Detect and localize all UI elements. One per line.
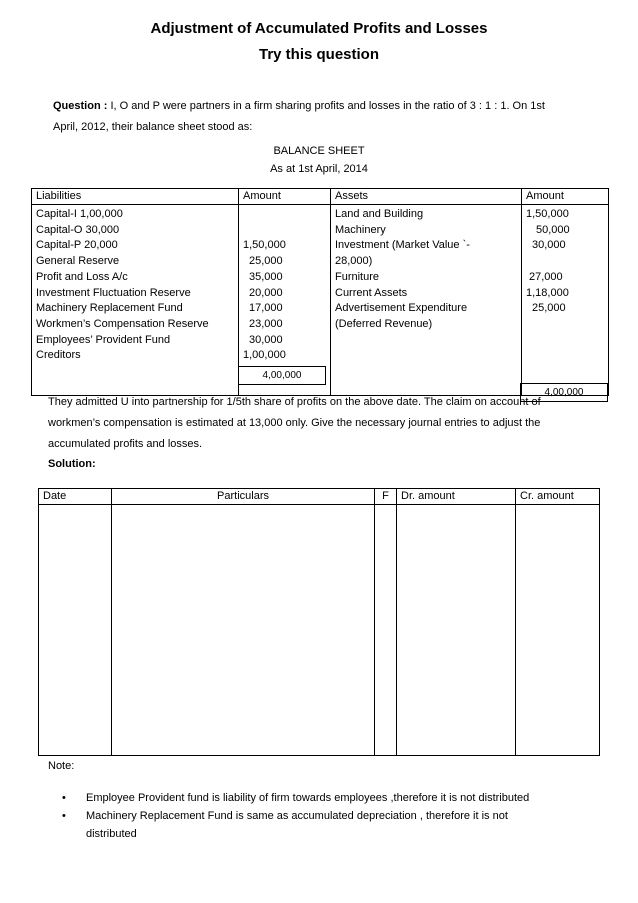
bs-liability-item: Investment Fluctuation Reserve xyxy=(36,286,191,299)
bs-asset-item: Investment (Market Value `- xyxy=(335,239,470,252)
bs-liability-item: Capital-P 20,000 xyxy=(36,239,118,252)
bs-header-assets: Assets xyxy=(331,189,522,205)
details-line3: accumulated profits and losses. xyxy=(48,438,203,450)
bs-asset-item: Furniture xyxy=(335,270,380,283)
note-label: Note: xyxy=(48,760,75,772)
journal-cell-particulars xyxy=(112,505,375,756)
bs-liability-item: General Reserve xyxy=(36,255,120,268)
bs-asset-amount: 30,000 xyxy=(532,239,566,252)
note-bullet-2-line1: Machinery Replacement Fund is same as accumulated depreciation , therefore it is not xyxy=(86,810,508,822)
journal-cell-date xyxy=(39,505,112,756)
journal-header-folio: F xyxy=(375,489,397,505)
bs-liability-item: Capital-O 30,000 xyxy=(36,223,120,236)
details-line1: They admitted U into partnership for 1/5th share of profits on the above date. The claim on account of xyxy=(48,396,541,408)
bs-asset-amount: 1,50,000 xyxy=(526,208,569,220)
journal-table xyxy=(38,488,600,756)
journal-header-date: Date xyxy=(39,489,112,505)
bs-liability-item: Machinery Replacement Fund xyxy=(36,302,183,315)
question-details xyxy=(48,392,618,455)
bs-total-liabilities: 4,00,000 xyxy=(238,366,326,385)
bs-asset-item: Current Assets xyxy=(335,286,408,299)
bs-liability-amount: 23,000 xyxy=(249,317,283,330)
bs-liability-amount xyxy=(243,207,326,223)
note-bullet-1-text: Employee Provident fund is liability of firm towards employees ,therefore it is not distributed xyxy=(86,792,530,804)
solution-label: Solution: xyxy=(48,458,96,470)
bs-asset-amount: 27,000 xyxy=(529,270,563,283)
bs-liability-item: Workmen’s Compensation Reserve xyxy=(36,317,209,330)
bs-asset-item: (Deferred Revenue) xyxy=(335,317,433,330)
page-title: Adjustment of Accumulated Profits and Losses xyxy=(150,20,488,37)
details-line2: workmen’s compensation is estimated at 13,000 only. Give the necessary journal entries to adjust the xyxy=(48,417,541,429)
bullet-icon: • xyxy=(62,792,66,804)
bs-asset-amount: 1,18,000 xyxy=(526,286,569,299)
bs-asset-item: Advertisement Expenditure xyxy=(335,302,468,315)
bs-asset-amount: 50,000 xyxy=(536,223,570,236)
bs-asset-amount xyxy=(526,254,604,270)
bs-header-liab-amount: Amount xyxy=(239,189,331,205)
journal-header-dr-amount: Dr. amount xyxy=(397,489,516,505)
bs-liability-amount: 25,000 xyxy=(249,255,283,268)
bs-asset-item: Land and Building xyxy=(335,208,424,220)
bs-header-asset-amount: Amount xyxy=(522,189,609,205)
journal-cell-dr xyxy=(397,505,516,756)
question-label: Question : xyxy=(53,100,108,112)
bs-liability-item: Creditors xyxy=(36,349,81,362)
bs-liability-item: Employees’ Provident Fund xyxy=(36,333,171,346)
balance-sheet-date: As at 1st April, 2014 xyxy=(270,163,368,175)
bs-liability-amount: 1,00,000 xyxy=(243,349,286,362)
bs-liability-amount: 1,50,000 xyxy=(243,239,286,252)
question-line1: I, O and P were partners in a firm sharing profits and losses in the ratio of 3 : 1 : 1. On 1st xyxy=(107,100,545,112)
note-bullet-2-line2: distributed xyxy=(86,828,137,840)
bs-liability-amounts-col xyxy=(239,205,331,396)
bs-liability-amount xyxy=(243,223,326,239)
journal-cell-cr xyxy=(516,505,600,756)
question-text xyxy=(53,96,613,138)
page-subtitle: Try this question xyxy=(258,46,379,63)
note-bullet-2 xyxy=(62,807,592,843)
bs-asset-amount: 25,000 xyxy=(532,302,566,315)
bs-liabilities-col xyxy=(32,205,239,396)
bs-assets-col xyxy=(331,205,522,396)
bs-liability-amount: 20,000 xyxy=(249,286,283,299)
bs-liability-amount: 30,000 xyxy=(249,333,283,346)
bs-asset-amounts-col xyxy=(522,205,609,396)
journal-header-cr-amount: Cr. amount xyxy=(516,489,600,505)
bs-header-liabilities: Liabilities xyxy=(32,189,239,205)
bs-liability-item: Profit and Loss A/c xyxy=(36,270,128,283)
bs-asset-item: Machinery xyxy=(335,223,386,236)
bs-liability-amount: 35,000 xyxy=(249,270,283,283)
bs-liability-item: Capital-I 1,00,000 xyxy=(36,208,123,220)
balance-sheet-table xyxy=(31,188,609,396)
journal-header-particulars: Particulars xyxy=(112,489,375,505)
bs-total-assets: 4,00,000 xyxy=(520,383,608,402)
bullet-icon: • xyxy=(62,810,66,822)
question-line2: April, 2012, their balance sheet stood as: xyxy=(53,121,253,133)
balance-sheet-title: BALANCE SHEET xyxy=(273,145,365,157)
journal-cell-folio xyxy=(375,505,397,756)
bs-liability-amount: 17,000 xyxy=(249,302,283,315)
bs-asset-item: 28,000) xyxy=(335,255,373,268)
